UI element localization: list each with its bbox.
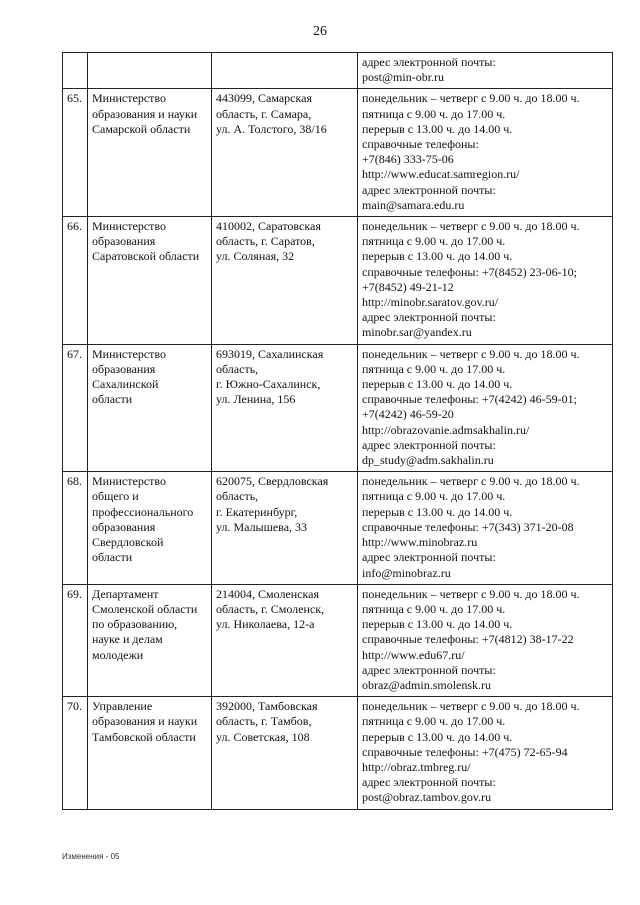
table-row: [63, 584, 613, 696]
table-row: [63, 344, 613, 472]
page-footer: Изменения - 05: [62, 852, 120, 861]
row-number: 66.: [63, 217, 88, 345]
table-row: [63, 89, 613, 217]
organization-address: [212, 53, 358, 89]
institutions-table: [62, 52, 613, 810]
row-number: 70.: [63, 697, 88, 809]
table-row: [63, 217, 613, 345]
contact-info: понедельник – четверг с 9.00 ч. до 18.00 ч. пятница с 9.00 ч. до 17.00 ч. перерыв с 13.00 ч. до 14.00 ч. справочные телефоны: +7(343) 371-20-08 http://www.minobraz.ru адрес электронной почты: info@minobraz.ru: [358, 472, 613, 584]
organization-name: [88, 53, 212, 89]
row-number: 67.: [63, 344, 88, 472]
contact-info: понедельник – четверг с 9.00 ч. до 18.00 ч. пятница с 9.00 ч. до 17.00 ч. перерыв с 13.00 ч. до 14.00 ч. справочные телефоны: +7(8452) 23-06-10; +7(8452) 49-21-12 http://minobr.saratov.gov.ru/ адрес электронной почты: minobr.sar@yandex.ru: [358, 217, 613, 345]
row-number: [63, 53, 88, 89]
organization-name: Министерство образования и науки Самарской области: [88, 89, 212, 217]
organization-name: Департамент Смоленской области по образованию, науке и делам молодежи: [88, 584, 212, 696]
organization-name: Управление образования и науки Тамбовской области: [88, 697, 212, 809]
table-row: [63, 697, 613, 809]
organization-address: 693019, Сахалинская область, г. Южно-Сахалинск, ул. Ленина, 156: [212, 344, 358, 472]
page-number: 26: [313, 24, 327, 39]
contact-info: понедельник – четверг с 9.00 ч. до 18.00 ч. пятница с 9.00 ч. до 17.00 ч. перерыв с 13.00 ч. до 14.00 ч. справочные телефоны: +7(475) 72-65-94 http://obraz.tmbreg.ru/ адрес электронной почты: post@obraz.tambov.gov.ru: [358, 697, 613, 809]
organization-name: Министерство образования Сахалинской области: [88, 344, 212, 472]
organization-address: 410002, Саратовская область, г. Саратов, ул. Соляная, 32: [212, 217, 358, 345]
organization-address: 443099, Самарская область, г. Самара, ул. А. Толстого, 38/16: [212, 89, 358, 217]
contact-info: понедельник – четверг с 9.00 ч. до 18.00 ч. пятница с 9.00 ч. до 17.00 ч. перерыв с 13.00 ч. до 14.00 ч. справочные телефоны: +7(4812) 38-17-22 http://www.edu67.ru/ адрес электронной почты: obraz@admin.smolensk.ru: [358, 584, 613, 696]
organization-address: 392000, Тамбовская область, г. Тамбов, ул. Советская, 108: [212, 697, 358, 809]
contact-info: адрес электронной почты: post@min-obr.ru: [358, 53, 613, 89]
contact-info: понедельник – четверг с 9.00 ч. до 18.00 ч. пятница с 9.00 ч. до 17.00 ч. перерыв с 13.00 ч. до 14.00 ч. справочные телефоны: +7(846) 333-75-06 http://www.educat.samregion.ru/ адрес электронной почты: main@samara.edu.ru: [358, 89, 613, 217]
row-number: 68.: [63, 472, 88, 584]
contact-info: понедельник – четверг с 9.00 ч. до 18.00 ч. пятница с 9.00 ч. до 17.00 ч. перерыв с 13.00 ч. до 14.00 ч. справочные телефоны: +7(4242) 46-59-01; +7(4242) 46-59-20 http://obrazovanie.admsakhalin.ru/ адрес электронной почты: dp_study@adm.sakhalin.ru: [358, 344, 613, 472]
table-row: [63, 472, 613, 584]
row-number: 65.: [63, 89, 88, 217]
organization-address: 620075, Свердловская область, г. Екатеринбург, ул. Малышева, 33: [212, 472, 358, 584]
row-number: 69.: [63, 584, 88, 696]
organization-address: 214004, Смоленская область, г. Смоленск, ул. Николаева, 12-а: [212, 584, 358, 696]
organization-name: Министерство образования Саратовской области: [88, 217, 212, 345]
organization-name: Министерство общего и профессионального образования Свердловской области: [88, 472, 212, 584]
table-row: [63, 53, 613, 89]
